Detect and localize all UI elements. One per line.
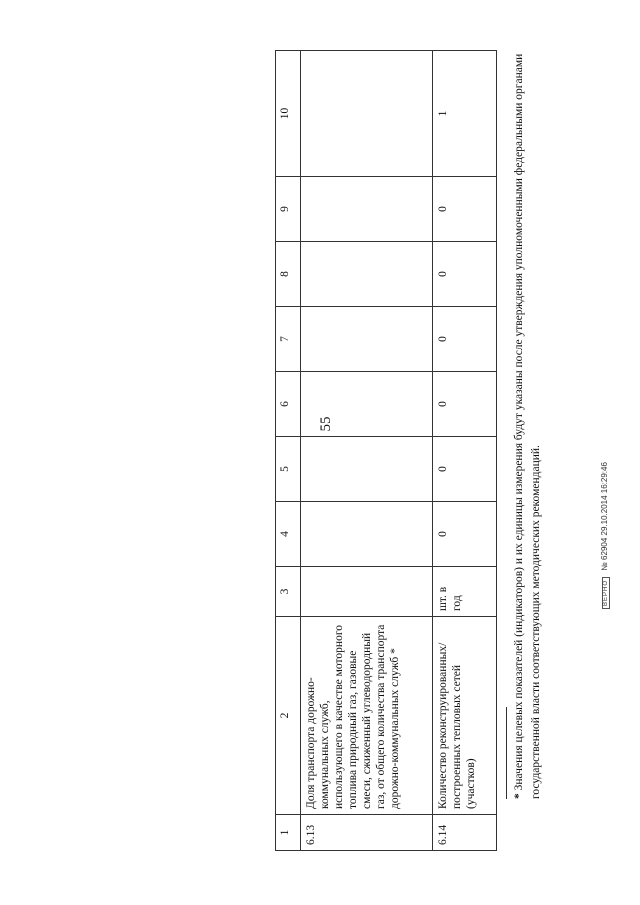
header-cell: 3	[276, 567, 301, 617]
rotated-content	[275, 51, 542, 851]
row-number: 6.14	[433, 815, 497, 851]
value-cell	[301, 437, 433, 502]
value-cell	[301, 51, 433, 177]
table-header-row	[276, 51, 301, 851]
value-cell: 0	[433, 372, 497, 437]
document-stamp	[600, 409, 626, 609]
footnote-star: *	[513, 793, 525, 799]
header-cell: 2	[276, 617, 301, 815]
header-cell: 4	[276, 502, 301, 567]
header-cell: 7	[276, 307, 301, 372]
value-cell: 0	[433, 502, 497, 567]
header-cell: 9	[276, 177, 301, 242]
stamp-text: № 62904 29.10.2014 16:29:46	[600, 462, 609, 571]
header-cell: 6	[276, 372, 301, 437]
value-cell	[301, 372, 433, 437]
table-row	[433, 51, 497, 851]
header-cell: 5	[276, 437, 301, 502]
value-cell	[301, 242, 433, 307]
value-cell: 1	[433, 51, 497, 177]
header-cell: 1	[276, 815, 301, 851]
footnote-text: Значения целевых показателей (индикаторов) и их единицы измерения будут указаны после утверждения уполномоченными федеральными органами государственной власти соответствующих методических рекомендаций.	[513, 53, 542, 799]
header-cell: 8	[276, 242, 301, 307]
value-cell	[301, 502, 433, 567]
value-cell: 0	[433, 242, 497, 307]
table-row	[301, 51, 433, 851]
unit-cell: шт. в год	[433, 567, 497, 617]
footnote-divider	[506, 707, 507, 799]
page-number: 55	[318, 416, 334, 432]
row-number: 6.13	[301, 815, 433, 851]
indicator-name: Количество реконструированных/ построенных тепловых сетей (участков)	[433, 617, 497, 815]
header-cell: 10	[276, 51, 301, 177]
value-cell	[301, 177, 433, 242]
unit-cell	[301, 567, 433, 617]
footnote	[511, 39, 545, 799]
indicators-table	[275, 50, 497, 851]
value-cell	[301, 307, 433, 372]
stamp-logo: ВЕРНО	[602, 577, 610, 609]
value-cell: 0	[433, 177, 497, 242]
value-cell: 0	[433, 437, 497, 502]
value-cell: 0	[433, 307, 497, 372]
indicator-name: Доля транспорта дорожно-коммунальных служб, использующего в качестве моторного топлива природный газ, газовые смеси, сжиженный углеводородный газ, от общего количества транспорта дорожно-коммунальных служб *	[301, 617, 433, 815]
